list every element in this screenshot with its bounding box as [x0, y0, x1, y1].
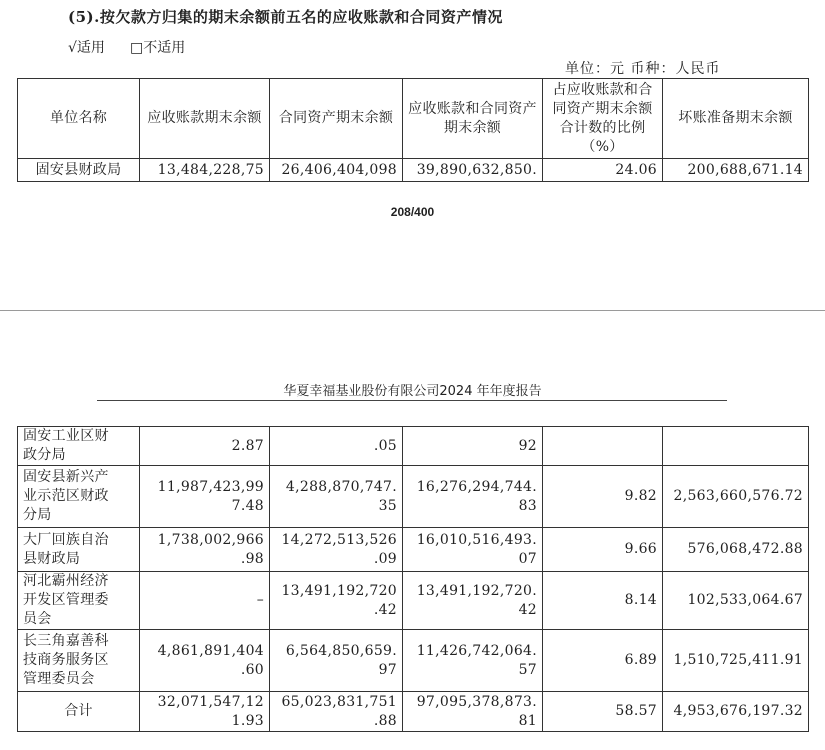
- cell-total: [403, 427, 543, 466]
- table-header-row: [18, 79, 809, 159]
- cell-name-line: 分局: [23, 507, 52, 523]
- cell-bad: [663, 692, 809, 732]
- cell-pct-line: 6.89: [624, 652, 657, 668]
- cell-total-line: 16,010,516,493.: [416, 531, 537, 548]
- cell-ar: [140, 572, 270, 630]
- cell-ar-line: 32,071,547,12: [157, 693, 264, 710]
- cell-total-line: 81: [518, 712, 537, 729]
- cell-pct: [543, 466, 663, 528]
- cell-name: [18, 427, 140, 466]
- cell-name: 固安县财政局: [18, 159, 140, 182]
- cell-ar: [140, 528, 270, 572]
- cell-total: 39,890,632,850.: [403, 159, 543, 182]
- cell-bad-line: 576,068,472.88: [687, 541, 803, 557]
- cell-ca: 26,406,404,098: [270, 159, 403, 182]
- cell-ar: [140, 692, 270, 732]
- cell-total-label-line: 合计: [64, 703, 93, 719]
- header-rule: [97, 400, 727, 401]
- cell-ca-line: .88: [373, 712, 397, 729]
- cell-name-line: 业示范区财政: [23, 488, 109, 504]
- cell-pct: [543, 692, 663, 732]
- cell-total-line: 92: [518, 437, 537, 454]
- receivables-table-continued: [17, 426, 809, 732]
- header-bad: 坏账准备期末余额: [663, 79, 809, 159]
- cell-pct-line: 8.14: [624, 592, 657, 608]
- cell-ar-line: 4,861,891,404: [157, 642, 264, 659]
- total-row: [18, 692, 809, 732]
- cell-name-line: 固安县新兴产: [23, 469, 109, 485]
- cell-ca-line: 13,491,192,720: [281, 582, 397, 599]
- cell-total-line: 16,276,294,744.: [416, 478, 537, 495]
- cell-ar-line: .98: [240, 550, 264, 567]
- cell-name: [18, 572, 140, 630]
- cell-ar-line: 1,738,002,966: [157, 531, 264, 548]
- table-row: [18, 528, 809, 572]
- cell-ar: [140, 466, 270, 528]
- unit-label: 单位：元 币种：人民币: [565, 61, 721, 77]
- cell-ar: 13,484,228,75: [140, 159, 270, 182]
- cell-ca-line: 97: [378, 661, 397, 678]
- cell-total-line: 42: [518, 601, 537, 618]
- cell-ar-line: –: [256, 592, 264, 608]
- cell-ca-line: .05: [373, 437, 397, 454]
- cell-ca: [270, 427, 403, 466]
- header-ca: 合同资产期末余额: [270, 79, 403, 159]
- cell-ar-line: 1.93: [231, 712, 264, 729]
- cell-ar-line: 11,987,423,99: [157, 478, 264, 495]
- cell-pct: [543, 630, 663, 692]
- cell-bad-line: 2,563,660,576.72: [673, 488, 803, 504]
- cell-bad: 200,688,671.14: [663, 159, 809, 182]
- header-pct: 占应收账款和合同资产期末余额合计数的比例（%）: [543, 79, 663, 159]
- cell-bad-line: 1,510,725,411.91: [673, 652, 803, 668]
- cell-ca-line: 65,023,831,751: [281, 693, 397, 710]
- page-number: 208/400: [390, 205, 435, 219]
- option-applicable: √适用: [68, 40, 105, 56]
- cell-bad: [663, 427, 809, 466]
- cell-bad: [663, 466, 809, 528]
- cell-pct: 24.06: [543, 159, 663, 182]
- cell-name-line: 大厂回族自治: [23, 531, 109, 548]
- cell-total: [403, 630, 543, 692]
- cell-pct: [543, 572, 663, 630]
- cell-ca: [270, 572, 403, 630]
- cell-name-line: 长三角嘉善科: [23, 633, 109, 649]
- cell-total: [403, 572, 543, 630]
- option-not-applicable: □不适用: [130, 40, 186, 56]
- cell-name-line: 县财政局: [23, 550, 81, 567]
- page-top: [0, 0, 825, 262]
- cell-ca: [270, 528, 403, 572]
- cell-total: [403, 692, 543, 732]
- cell-pct: [543, 528, 663, 572]
- receivables-table-top: [17, 78, 809, 182]
- cell-bad: [663, 630, 809, 692]
- cell-ar: [140, 630, 270, 692]
- running-header: 华夏幸福基业股份有限公司2024 年年度报告: [283, 384, 542, 399]
- section-title: (5).按欠款方归集的期末余额前五名的应收账款和合同资产情况: [68, 8, 503, 26]
- cell-bad: [663, 572, 809, 630]
- cell-ca: [270, 466, 403, 528]
- cell-name-line: 员会: [23, 611, 52, 627]
- cell-total-line: 11,426,742,064.: [416, 642, 537, 659]
- cell-ca-line: 14,272,513,526: [281, 531, 397, 548]
- cell-pct-line: 58.57: [615, 703, 657, 719]
- table-row: [18, 630, 809, 692]
- cell-bad-line: 4,953,676,197.32: [673, 703, 803, 719]
- cell-name: [18, 528, 140, 572]
- cell-total-label: [18, 692, 140, 732]
- table-row: [18, 572, 809, 630]
- page-gap: [0, 262, 825, 310]
- cell-ca-line: .42: [373, 601, 397, 618]
- cell-name-line: 开发区管理委: [23, 592, 109, 608]
- cell-name-line: 河北霸州经济: [23, 573, 109, 589]
- table-body: [18, 427, 809, 732]
- header-name: 单位名称: [18, 79, 140, 159]
- cell-total-line: 13,491,192,720.: [416, 582, 537, 599]
- table-row: [18, 159, 809, 182]
- table-row: [18, 427, 809, 466]
- header-ar: 应收账款期末余额: [140, 79, 270, 159]
- cell-pct-line: 9.66: [624, 541, 657, 557]
- cell-ca-line: 6,564,850,659.: [285, 642, 397, 659]
- cell-bad: [663, 528, 809, 572]
- cell-ca: [270, 692, 403, 732]
- cell-total-line: 83: [518, 497, 537, 514]
- cell-name-line: 固安工业区财: [23, 428, 109, 444]
- cell-total: [403, 466, 543, 528]
- cell-total: [403, 528, 543, 572]
- cell-ca: [270, 630, 403, 692]
- cell-name-line: 管理委员会: [23, 671, 95, 687]
- cell-ar-line: .60: [240, 661, 264, 678]
- cell-ca-line: 35: [378, 497, 397, 514]
- cell-name: [18, 630, 140, 692]
- cell-total-line: 97,095,378,873.: [416, 693, 537, 710]
- header-total: 应收账款和合同资产期末余额: [403, 79, 543, 159]
- cell-name-line: 政分局: [23, 447, 66, 463]
- cell-pct-line: 9.82: [624, 488, 657, 504]
- cell-ar: [140, 427, 270, 466]
- cell-pct: [543, 427, 663, 466]
- cell-ar-line: 2.87: [231, 437, 264, 454]
- page-bottom: [0, 311, 825, 750]
- cell-total-line: 57: [518, 661, 537, 678]
- cell-ca-line: 4,288,870,747.: [285, 478, 397, 495]
- cell-name: [18, 466, 140, 528]
- cell-bad-line: 102,533,064.67: [687, 592, 803, 608]
- cell-ca-line: .09: [373, 550, 397, 567]
- table-row: [18, 466, 809, 528]
- cell-total-line: 07: [518, 550, 537, 567]
- cell-ar-line: 7.48: [231, 497, 264, 514]
- cell-name-line: 技商务服务区: [23, 652, 109, 668]
